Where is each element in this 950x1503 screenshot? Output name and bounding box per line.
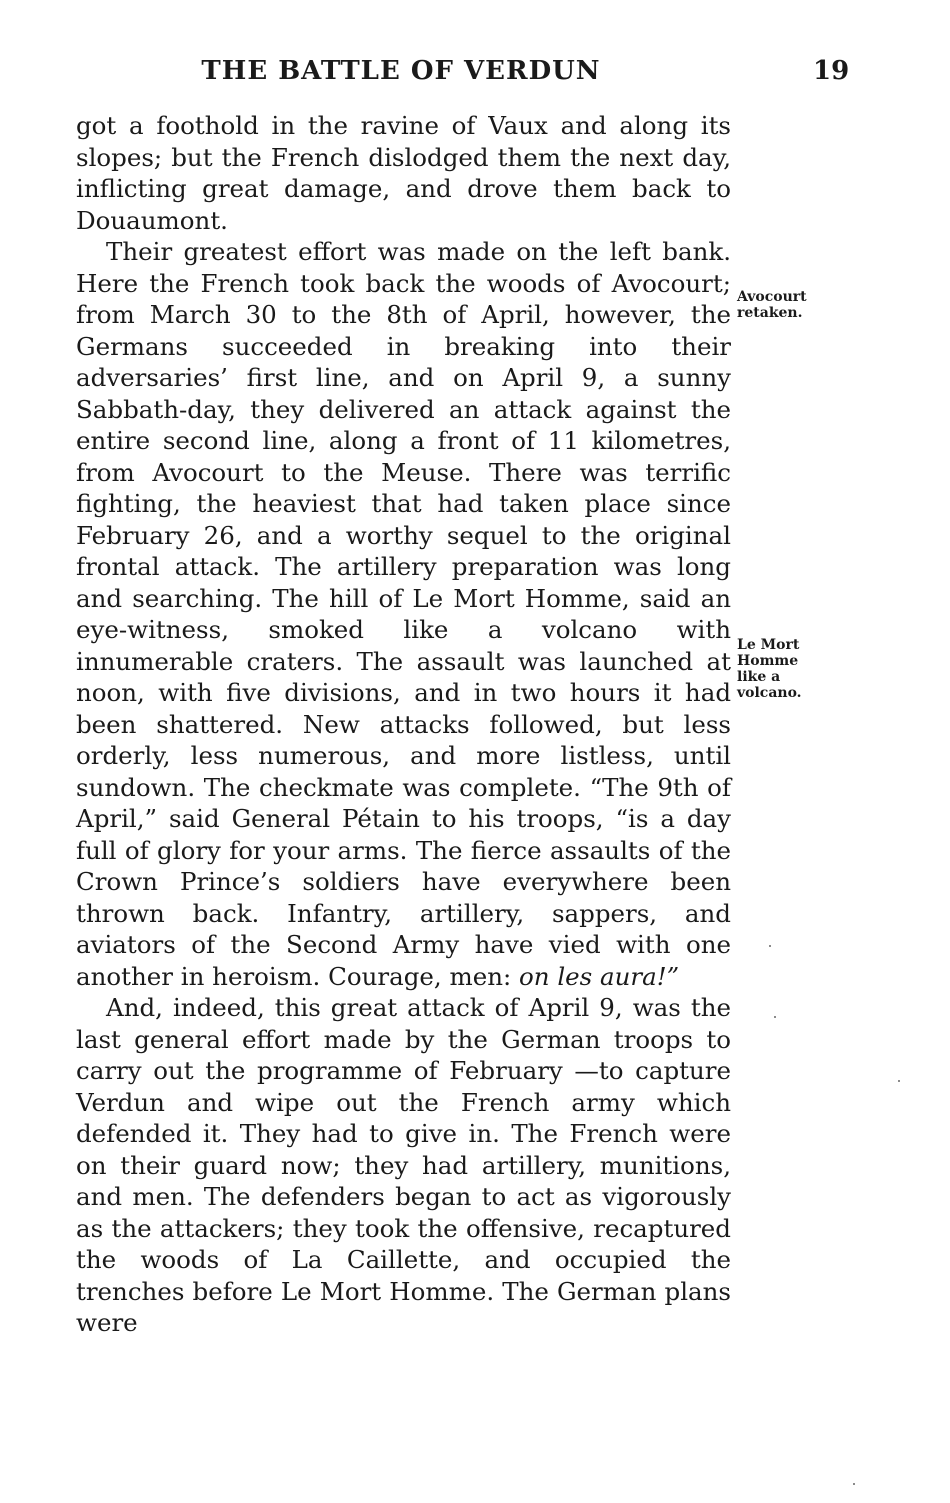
sidenote-le-mort-line-3: like a [737,669,781,685]
paragraph-1: got a foothold in the ravine of Vaux and along its slopes; but the French dislodged them the next day, inflicting great damage, and drove them back to Douaumont. [76,111,731,235]
print-speck [853,1483,855,1485]
sidenote-avocourt [737,289,847,321]
page-number: 19 [813,56,850,86]
paragraph-2-text: Their greatest effort was made on the left bank. Here the French took back the woods of Avocourt; from March 30 to the 8th of April, however, the Germans succeeded in breaking into their adversaries’ first line, and on April 9, a sunny Sabbath-day, they delivered an attack against the entire second line, along a front of 11 kilometres, from Avocourt to the Meuse. There was terrific fighting, the heaviest that had taken place since February 26, and a worthy sequel to the original frontal attack. The artillery preparation was long and searching. The hill of Le Mort Homme, said an eye-witness, smoked like a volcano with innumerable craters. The assault was launched at noon, with five divisions, and in two hours it had been shattered. New attacks followed, but less orderly, less numerous, and more listless, until sundown. The checkmate was complete. “The 9th of April,” said General Pétain to his troops, “is a day full of glory for your arms. The fierce assaults of the Crown Prince’s soldiers have everywhere been thrown back. Infantry, artillery, sappers, and aviators of the Second Army have vied with one another in heroism. Courage, men: [76,237,731,991]
print-speck [898,1080,900,1082]
print-speck [774,1016,776,1018]
sidenote-le-mort-line-2: Homme [737,653,799,669]
print-speck [769,945,771,947]
sidenote-le-mort-homme [737,637,847,701]
paragraph-3: And, indeed, this great attack of April 9, was the last general effort made by the German troops to carry out the programme of February —to capture Verdun and wipe out the French army which defended it. They had to give in. The French were on their guard now; they had artillery, munitions, and men. The defenders began to act as vigorously as the attackers; they took the offensive, recaptured the woods of La Caillette, and occupied the trenches before Le Mort Homme. The German plans were [76,993,731,1337]
sidenote-le-mort-line-1: Le Mort [737,637,800,653]
sidenote-avocourt-line-2: retaken. [737,305,803,321]
sidenote-avocourt-line-1: Avocourt [737,289,807,305]
paragraph-2-italic: on les aura!” [519,961,680,991]
body-text [76,110,731,1339]
paragraph-2 [76,236,731,992]
running-title: THE BATTLE OF VERDUN [201,56,601,86]
sidenote-le-mort-line-4: volcano. [737,685,802,701]
